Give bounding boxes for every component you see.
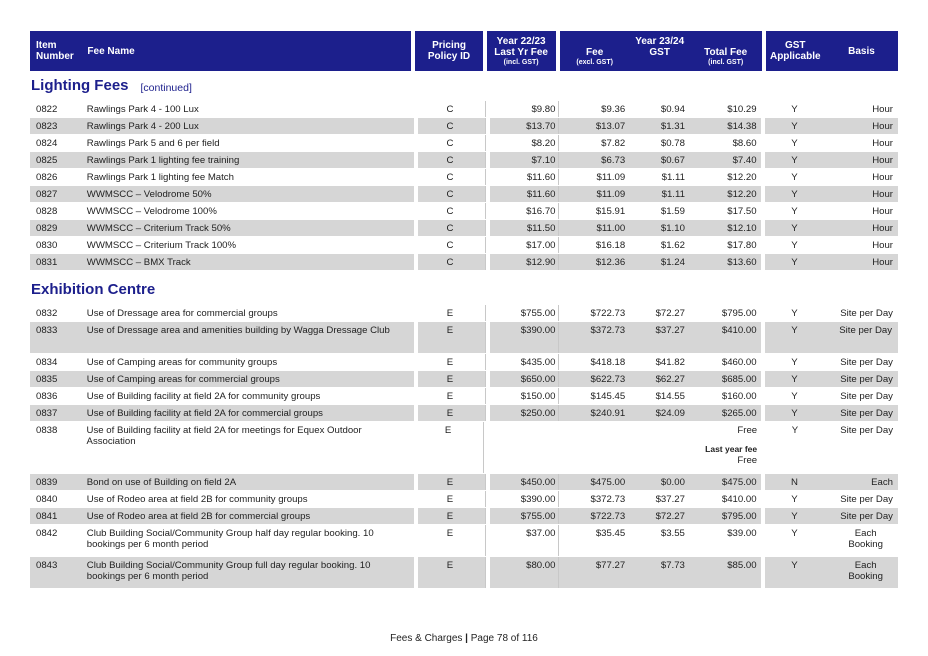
fee-table [30,31,898,589]
cell-fee-name: Use of Rodeo area at field 2B for commercial groups [86,511,311,522]
cell-basis: Site per Day [840,308,893,319]
cell-gst-applicable: Y [791,308,798,319]
header-pricing-line2: Policy ID [427,51,471,62]
cell-last-yr-fee: $435.00 [490,354,560,370]
cell-fee-excl-gst: $12.36 [595,257,626,268]
header-last-yr-fee [487,31,556,71]
table-header [30,31,898,71]
table-row [30,203,898,220]
footer-title: Fees & Charges [390,633,463,644]
cell-total-fee: $160.00 [721,391,757,402]
cell-pricing-policy: E [418,388,486,404]
cell-fee-excl-gst: $15.91 [595,206,626,217]
cell-item-number: 0836 [36,391,58,402]
cell-fee-name: WWMSCC – BMX Track [86,257,191,268]
cell-last-yr-fee: $17.00 [490,237,560,253]
cell-pricing-policy: C [418,237,486,253]
table-row [30,305,898,322]
cell-gst-amount: $72.27 [655,308,685,319]
cell-item-number: 0833 [36,325,58,336]
header-fee: Fee [586,46,604,58]
cell-fee-name: Use of Camping areas for commercial groups [86,374,280,385]
cell-pricing-policy: E [418,491,486,507]
cell-fee-excl-gst: $35.45 [595,528,626,539]
cell-gst-applicable: Y [791,138,798,149]
cell-total-fee: $10.29 [727,104,757,115]
cell-pricing-policy: E [418,305,486,321]
cell-item-number: 0839 [36,477,58,488]
cell-gst-amount: $1.59 [660,206,685,217]
special-fee-block [488,422,761,473]
cell-fee-name: WWMSCC – Velodrome 100% [86,206,217,217]
cell-gst-applicable: Y [791,155,798,166]
cell-item-number: 0835 [36,374,58,385]
cell-item-number: 0829 [36,223,58,234]
table-row [30,169,898,186]
header-total-fee: Total Fee [704,46,748,58]
cell-pricing-policy: C [418,220,486,236]
cell-gst-applicable: Y [791,560,798,571]
header-last-yr-label: Last Yr Fee [494,46,548,58]
cell-fee-name: WWMSCC – Criterium Track 100% [86,240,237,251]
header-item-number [30,31,85,71]
cell-last-yr-fee: $37.00 [490,525,560,556]
cell-fee-excl-gst: $77.27 [595,560,626,571]
header-fee-name: Fee Name [85,31,411,71]
cell-pricing-policy: C [418,118,486,134]
special-item: 0838 [36,425,58,436]
cell-fee-excl-gst: $9.36 [601,104,626,115]
cell-total-fee: $460.00 [721,357,757,368]
cell-total-fee: $265.00 [721,408,757,419]
cell-fee-name: Rawlings Park 4 - 200 Lux [86,121,199,132]
cell-fee-excl-gst: $16.18 [595,240,626,251]
header-year-2324: Year 23/24 [635,35,685,47]
cell-gst-amount: $1.31 [660,121,685,132]
cell-gst-applicable: Y [791,240,798,251]
cell-basis: Site per Day [840,408,893,419]
cell-fee-name: Use of Dressage area for commercial groups [86,308,278,319]
cell-basis: Hour [872,138,893,149]
cell-last-yr-fee: $11.50 [490,220,560,236]
header-excl-gst: (excl. GST) [576,58,613,66]
cell-basis: Each Booking [848,560,883,582]
cell-pricing-policy: C [418,152,486,168]
cell-fee-excl-gst: $722.73 [590,308,626,319]
cell-gst-amount: $41.82 [655,357,685,368]
cell-pricing-policy: E [418,474,486,490]
cell-item-number: 0822 [36,104,58,115]
lighting-title: Lighting Fees [31,77,129,94]
cell-pricing-policy: E [418,525,486,556]
cell-total-fee: $475.00 [721,477,757,488]
cell-fee-name: Use of Building facility at field 2A for community groups [86,391,321,402]
cell-basis: Site per Day [839,325,893,336]
cell-fee-excl-gst: $475.00 [590,477,626,488]
table-row [30,525,898,557]
table-row [30,508,898,525]
cell-fee-excl-gst: $11.09 [596,172,626,183]
cell-last-yr-fee: $755.00 [490,305,560,321]
cell-last-yr-fee: $250.00 [490,405,560,421]
cell-gst-amount: $3.55 [660,528,685,539]
cell-last-yr-fee: $12.90 [490,254,560,270]
special-total: Free [737,425,758,436]
cell-gst-amount: $0.78 [660,138,685,149]
cell-item-number: 0825 [36,155,58,166]
cell-gst-amount: $0.67 [660,155,685,166]
cell-gst-amount: $0.94 [660,104,685,115]
cell-fee-name: Use of Dressage area and amenities building by Wagga Dressage Club [86,325,390,336]
cell-basis: Each [871,477,893,488]
cell-gst-amount: $14.55 [655,391,685,402]
page-footer [0,633,928,644]
cell-total-fee: $410.00 [721,325,757,336]
cell-gst-amount: $1.11 [661,172,685,183]
header-item-line2: Number [36,51,74,62]
special-basis: Site per Day [840,425,893,436]
exhibition-rows-2 [30,474,898,589]
cell-item-number: 0824 [36,138,58,149]
cell-last-yr-fee: $755.00 [490,508,560,524]
cell-fee-name: Rawlings Park 1 lighting fee training [86,155,240,166]
cell-item-number: 0826 [36,172,58,183]
table-row [30,135,898,152]
cell-fee-name: Use of Building facility at field 2A for commercial groups [86,408,323,419]
lighting-continued: [continued] [140,82,192,94]
header-gst-app-line1: GST [784,40,806,51]
cell-gst-applicable: Y [791,391,798,402]
header-item-line1: Item [36,40,57,51]
cell-basis: Site per Day [840,357,893,368]
cell-gst-applicable: Y [791,357,798,368]
table-row [30,118,898,135]
header-gst-applicable [766,31,825,71]
cell-total-fee: $14.38 [727,121,757,132]
cell-fee-excl-gst: $145.45 [590,391,626,402]
exhibition-rows [30,305,898,422]
cell-basis: Hour [872,189,893,200]
cell-last-yr-fee: $450.00 [490,474,560,490]
cell-basis: Site per Day [840,391,893,402]
cell-last-yr-fee: $8.20 [490,135,560,151]
section-title-exhibition [30,271,898,305]
cell-gst-applicable: Y [791,223,798,234]
cell-gst-amount: $1.10 [660,223,685,234]
table-row [30,237,898,254]
cell-item-number: 0830 [36,240,58,251]
cell-basis: Hour [872,206,893,217]
cell-total-fee: $685.00 [721,374,757,385]
cell-fee-name: WWMSCC – Criterium Track 50% [86,223,231,234]
cell-fee-excl-gst: $240.91 [590,408,626,419]
cell-last-yr-fee: $11.60 [490,186,560,202]
cell-gst-amount: $1.24 [660,257,685,268]
cell-pricing-policy: E [418,371,486,387]
header-incl-gst-1: (incl. GST) [503,58,539,66]
cell-item-number: 0842 [36,528,58,539]
cell-basis: Hour [872,257,893,268]
cell-total-fee: $13.60 [727,257,757,268]
cell-gst-applicable: Y [791,325,798,336]
cell-total-fee: $7.40 [732,155,757,166]
cell-total-fee: $17.50 [727,206,757,217]
cell-fee-excl-gst: $372.73 [590,325,626,336]
table-row [30,388,898,405]
cell-pricing-policy: C [418,101,486,117]
cell-gst-applicable: Y [791,206,798,217]
cell-pricing-policy: C [418,186,486,202]
cell-gst-applicable: Y [791,172,798,183]
table-row [30,557,898,589]
cell-last-yr-fee: $11.60 [490,169,560,185]
cell-basis: Hour [872,172,893,183]
cell-pricing-policy: C [418,169,486,185]
footer-separator: | [465,633,468,644]
cell-fee-excl-gst: $7.82 [601,138,626,149]
table-row [30,186,898,203]
table-row [30,405,898,422]
cell-basis: Hour [872,223,893,234]
cell-gst-applicable: Y [791,528,798,539]
lighting-rows [30,101,898,271]
cell-fee-name: Club Building Social/Community Group half day regular booking. 10 bookings per 6 month period [86,528,374,550]
cell-fee-excl-gst: $418.18 [590,357,626,368]
cell-gst-amount: $0.00 [660,477,685,488]
special-name: Use of Building facility at field 2A for meetings for Equex Outdoor Association [86,425,362,447]
cell-gst-amount: $1.62 [660,240,685,251]
special-app: Y [791,425,799,436]
cell-total-fee: $8.60 [732,138,757,149]
cell-fee-name: Club Building Social/Community Group full day regular booking. 10 bookings per 6 month period [86,560,371,582]
cell-gst-amount: $37.27 [655,325,685,336]
table-row [30,101,898,118]
cell-gst-applicable: Y [791,104,798,115]
cell-last-yr-fee: $9.80 [490,101,560,117]
header-pricing-line1: Pricing [432,40,466,51]
cell-fee-name: Use of Camping areas for community groups [86,357,278,368]
cell-total-fee: $410.00 [721,494,757,505]
special-last-value: Free [737,455,758,466]
cell-total-fee: $795.00 [721,511,757,522]
header-gst: GST [649,46,670,58]
cell-basis: Hour [872,104,893,115]
cell-fee-name: Use of Rodeo area at field 2B for community groups [86,494,308,505]
exhibition-title: Exhibition Centre [31,281,156,298]
cell-item-number: 0827 [36,189,58,200]
cell-pricing-policy: E [418,557,486,588]
table-row [30,254,898,271]
header-incl-gst-2: (incl. GST) [708,58,744,66]
cell-pricing-policy: C [418,135,486,151]
header-year-2223: Year 22/23 [496,35,546,47]
cell-fee-name: Rawlings Park 4 - 100 Lux [86,104,199,115]
cell-gst-amount: $62.27 [655,374,685,385]
cell-item-number: 0823 [36,121,58,132]
cell-total-fee: $795.00 [721,308,757,319]
header-gst-app-line2: Applicable [769,51,821,62]
cell-gst-amount: $7.73 [660,560,685,571]
table-row [30,371,898,388]
cell-last-yr-fee: $7.10 [490,152,560,168]
table-row [30,152,898,169]
cell-item-number: 0832 [36,308,58,319]
cell-item-number: 0828 [36,206,58,217]
cell-total-fee: $12.20 [727,172,757,183]
cell-last-yr-fee: $150.00 [490,388,560,404]
cell-last-yr-fee: $80.00 [490,557,560,588]
cell-gst-amount: $37.27 [655,494,685,505]
table-row [30,474,898,491]
cell-item-number: 0831 [36,257,58,268]
cell-gst-amount: $24.09 [655,408,685,419]
cell-last-yr-fee: $390.00 [490,491,560,507]
footer-page-number: Page 78 of 116 [470,633,538,644]
cell-fee-name: Rawlings Park 5 and 6 per field [86,138,220,149]
cell-item-number: 0834 [36,357,58,368]
cell-fee-excl-gst: $722.73 [590,511,626,522]
cell-gst-applicable: Y [791,189,798,200]
cell-last-yr-fee: $13.70 [490,118,560,134]
cell-basis: Site per Day [840,511,893,522]
special-last-label: Last year fee [705,444,758,454]
cell-fee-excl-gst: $372.73 [590,494,626,505]
cell-total-fee: $17.80 [727,240,757,251]
header-year-2324-group [560,31,762,71]
cell-fee-name: WWMSCC – Velodrome 50% [86,189,212,200]
cell-pricing-policy: C [418,203,486,219]
cell-pricing-policy: E [418,354,486,370]
cell-fee-excl-gst: $11.00 [596,223,626,234]
cell-pricing-policy: E [418,405,486,421]
cell-gst-applicable: Y [791,121,798,132]
cell-gst-applicable: Y [791,494,798,505]
cell-fee-excl-gst: $622.73 [590,374,626,385]
cell-gst-applicable: N [790,477,798,488]
cell-pricing-policy: E [418,322,486,353]
cell-pricing-policy: E [418,508,486,524]
cell-item-number: 0843 [36,560,58,571]
cell-pricing-policy: C [418,254,486,270]
cell-total-fee: $12.10 [727,223,757,234]
cell-fee-name: Bond on use of Building on field 2A [86,477,237,488]
table-row [30,491,898,508]
cell-basis: Hour [872,240,893,251]
cell-basis: Each Booking [848,528,883,550]
cell-last-yr-fee: $390.00 [490,322,560,353]
cell-fee-name: Rawlings Park 1 lighting fee Match [86,172,234,183]
cell-total-fee: $39.00 [727,528,757,539]
cell-gst-applicable: Y [791,374,798,385]
cell-basis: Site per Day [840,374,893,385]
cell-basis: Site per Day [840,494,893,505]
cell-total-fee: $12.20 [727,189,757,200]
table-row [30,354,898,371]
cell-gst-amount: $72.27 [655,511,685,522]
cell-last-yr-fee: $650.00 [490,371,560,387]
cell-gst-amount: $1.11 [661,189,685,200]
table-row-special [30,422,898,474]
header-pricing-policy [415,31,482,71]
cell-fee-excl-gst: $6.73 [601,155,626,166]
cell-fee-excl-gst: $13.07 [595,121,626,132]
cell-item-number: 0841 [36,511,58,522]
cell-item-number: 0840 [36,494,58,505]
special-pp: E [416,422,483,473]
table-row [30,322,898,354]
cell-fee-excl-gst: $11.09 [596,189,626,200]
cell-item-number: 0837 [36,408,58,419]
cell-gst-applicable: Y [791,408,798,419]
cell-basis: Hour [872,121,893,132]
cell-last-yr-fee: $16.70 [490,203,560,219]
cell-total-fee: $85.00 [727,560,757,571]
table-row [30,220,898,237]
cell-basis: Hour [872,155,893,166]
header-basis: Basis [825,31,898,71]
cell-gst-applicable: Y [791,511,798,522]
section-title-lighting [30,71,898,101]
cell-gst-applicable: Y [791,257,798,268]
